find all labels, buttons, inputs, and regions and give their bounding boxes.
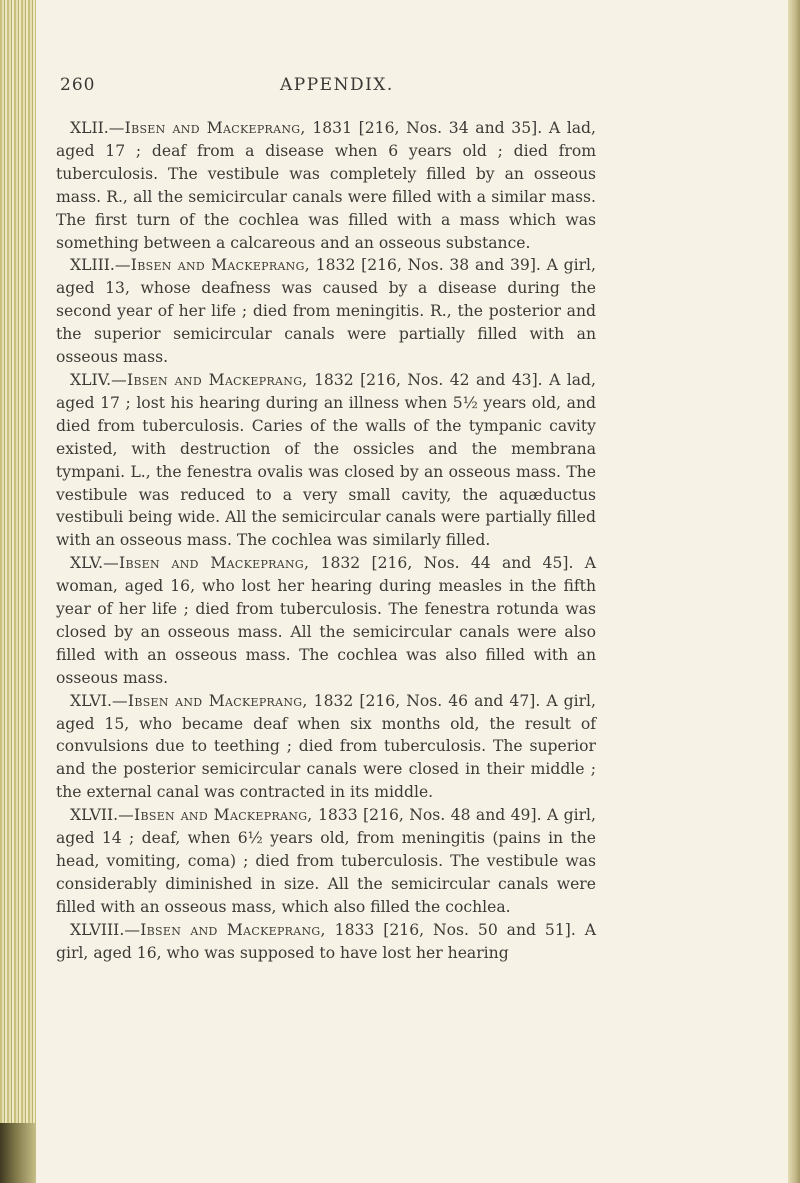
case-reference: 1832 [216, Nos. 44 and 45]. bbox=[320, 554, 574, 573]
case-authors: —Ibsen and Mackeprang, bbox=[111, 691, 308, 710]
case-body: A girl, aged 15, who became deaf when six months old, the result of convulsions due to teething ; died from tuberculosis. The superior and the posterior semicircular canals were closed in their middle ; the external canal was contracted in its middle. bbox=[56, 691, 596, 802]
case-authors: —Ibsen and Mackeprang, bbox=[118, 806, 313, 825]
case-entry-xlvi bbox=[56, 690, 596, 805]
case-label: XLVIII. bbox=[70, 920, 125, 939]
page-number: 260 bbox=[60, 75, 96, 95]
case-body: A girl, aged 13, whose deafness was caused by a disease during the second year of her life ; died from meningitis. R., the posterior and the superior semicircular canals were partially filled with an osseous mass. bbox=[56, 256, 596, 367]
case-reference: 1832 [216, Nos. 38 and 39]. bbox=[315, 256, 541, 275]
case-body: A woman, aged 16, who lost her hearing during measles in the fifth year of her life ; died from tuberculosis. The fenestra rotunda was closed by an osseous mass. All the semicircular canals were also filled with an osseous mass. The cochlea was also filled with an osseous mass. bbox=[56, 554, 596, 687]
case-authors: —Ibsen and Mackeprang, bbox=[108, 119, 306, 137]
case-reference: 1833 [216, Nos. 48 and 49]. bbox=[317, 806, 542, 825]
case-authors: —Ibsen and Mackeprang, bbox=[111, 370, 308, 389]
case-label: XLV. bbox=[70, 554, 104, 573]
case-label: XLIV. bbox=[70, 370, 112, 389]
case-reference: 1833 [216, Nos. 50 and 51]. bbox=[334, 920, 576, 939]
book-gutter bbox=[0, 0, 36, 1183]
case-label: XLVII. bbox=[70, 806, 119, 825]
book-page bbox=[36, 0, 788, 1183]
case-label: XLIII. bbox=[70, 256, 115, 275]
case-label: XLVI. bbox=[70, 691, 112, 710]
body-text bbox=[56, 117, 596, 965]
case-entry-xlv bbox=[56, 552, 596, 689]
case-entry-xlii bbox=[56, 117, 596, 254]
case-body: A lad, aged 17 ; deaf from a disease when 6 years old ; died from tuberculosis. The vestibule was completely filled by an osseous mass. R., all the semicircular canals were filled with a similar mass. The first turn of the cochlea was filled with a mass which was something between a calcareous and an osseous substance. bbox=[56, 119, 596, 252]
case-body: A girl, aged 16, who was supposed to have lost her hearing bbox=[56, 920, 596, 962]
case-entry-xliv bbox=[56, 369, 596, 552]
case-entry-xlviii bbox=[56, 919, 596, 965]
case-label: XLII. bbox=[70, 119, 109, 137]
running-header bbox=[60, 75, 556, 101]
case-authors: —Ibsen and Mackeprang, bbox=[114, 256, 310, 275]
case-reference: 1832 [216, Nos. 42 and 43]. bbox=[313, 370, 543, 389]
case-authors: —Ibsen and Mackeprang, bbox=[124, 920, 326, 939]
running-title: APPENDIX. bbox=[280, 75, 394, 95]
page-edge bbox=[788, 0, 800, 1183]
case-entry-xlvii bbox=[56, 804, 596, 919]
case-reference: 1831 [216, Nos. 34 and 35]. bbox=[312, 119, 543, 137]
case-body: A lad, aged 17 ; lost his hearing during an illness when 5½ years old, and died from tuberculosis. Caries of the walls of the tympanic cavity existed, with destruction of the ossicles and the membrana tympani. L., the fenestra ovalis was closed by an osseous mass. The vestibule was reduced to a very small cavity, the aquæductus vestibuli being wide. All the semicircular canals were partially filled with an osseous mass. The cochlea was similarly filled. bbox=[56, 370, 596, 550]
gutter-shadow bbox=[0, 1123, 36, 1183]
case-body: A girl, aged 14 ; deaf, when 6½ years old, from meningitis (pains in the head, vomiting, coma) ; died from tuberculosis. The vestibule was considerably diminished in size. All the semicircular canals were filled with an osseous mass, which also filled the cochlea. bbox=[56, 806, 596, 916]
case-reference: 1832 [216, Nos. 46 and 47]. bbox=[313, 691, 541, 710]
case-authors: —Ibsen and Mackeprang, bbox=[103, 554, 310, 573]
case-entry-xliii bbox=[56, 254, 596, 369]
